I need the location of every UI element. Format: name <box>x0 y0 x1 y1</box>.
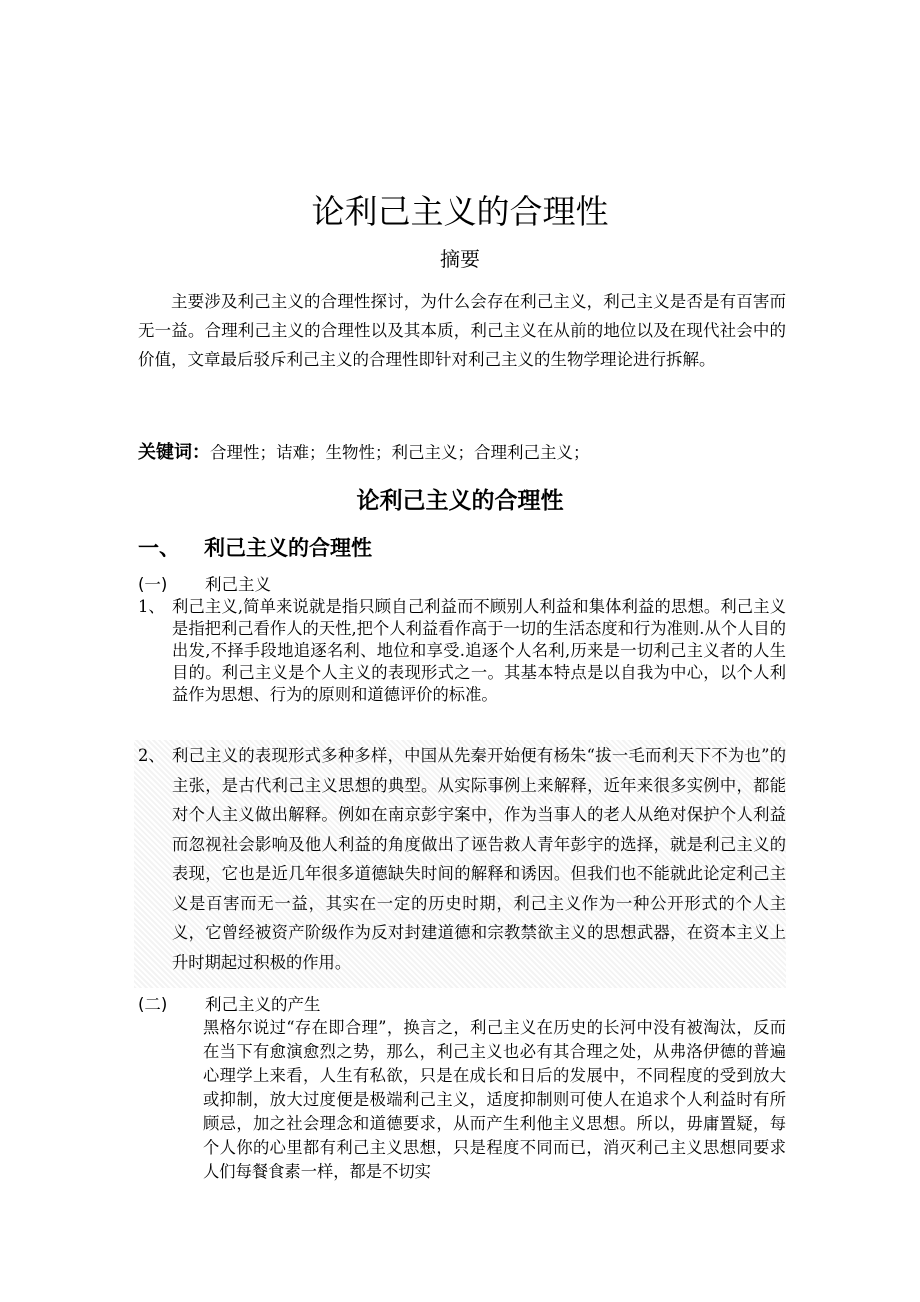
subsection-number: (一) <box>138 575 168 594</box>
subsection-title: 利己主义 <box>205 575 271 594</box>
subsection-number: (二) <box>138 995 168 1014</box>
body-paragraph: 黑格尔说过“存在即合理”，换言之，利己主义在历史的长河中没有被淘汰，反而在当下有愈演愈烈之势，那么，利己主义也必有其合理之处，从弗洛伊德的普遍心理学上来看，人生有私欲，只是在成长和日后的发展中，不同程度的受到放大或抑制，放大过度便是极端利己主义，适度抑制则可使人在追求个人利益时有所顾忌，加之社会理念和道德要求，从而产生利他主义思想。所以，毋庸置疑，每个人你的心里都有利己主义思想，只是程度不同而已，消灭利己主义思想同要求人们每餐食素一样，都是不切实 <box>203 1018 786 1181</box>
list-item-text: 利己主义,简单来说就是指只顾自己利益而不顾别人利益和集体利益的思想。利己主义是指把利己看作人的天性,把个人利益看作高于一切的生活态度和行为准则.从个人目的出发,不择手段地追逐名利、地位和享受.追逐个人名利,历来是一切利己主义者的人生目的。利己主义是个人主义的表现形式之一。其基本特点是以自我为中心，以个人利益作为思想、行为的原则和道德评价的标准。 <box>172 597 786 704</box>
list-item-number: 2、 <box>138 746 165 765</box>
document-title: 论利己主义的合理性 <box>311 192 609 231</box>
main-heading: 论利己主义的合理性 <box>356 488 564 514</box>
section-title: 利己主义的合理性 <box>204 536 372 560</box>
section-heading <box>138 532 372 562</box>
list-item-2 <box>138 741 786 977</box>
list-item-1 <box>138 596 786 706</box>
subsection-heading-2 <box>138 991 321 1015</box>
subsection-title: 利己主义的产生 <box>205 995 321 1014</box>
keywords-line <box>138 438 590 464</box>
keywords-label: 关键词： <box>138 442 210 463</box>
abstract-heading: 摘要 <box>440 247 480 271</box>
list-item-text: 利己主义的表现形式多种多样，中国从先秦开始便有杨朱“拔一毛而利天下不为也”的主张，是古代利己主义思想的典型。从实际事例上来解释，近年来很多实例中，都能对个人主义做出解释。例如在南京彭宇案中，作为当事人的老人从绝对保护个人利益而忽视社会影响及他人利益的角度做出了诬告救人青年彭宇的选择，就是利己主义的表现，它也是近几年很多道德缺失时间的解释和诱因。但我们也不能就此论定利己主义是百害而无一益，其实在一定的历史时期，利己主义作为一种公开形式的个人主义，它曾经被资产阶级作为反对封建道德和宗教禁欲主义的思想武器，在资本主义上升时期起过积极的作用。 <box>172 746 786 972</box>
abstract-body: 主要涉及利己主义的合理性探讨，为什么会存在利己主义，利己主义是否是有百害而无一益。合理利己主义的合理性以及其本质，利己主义在从前的地位以及在现代社会中的价值，文章最后驳斥利己主义的合理性即针对利己主义的生物学理论进行拆解。 <box>138 292 786 369</box>
subsection-heading-1 <box>138 571 271 595</box>
keywords-text: 合理性；诘难；生物性；利己主义；合理利己主义； <box>210 443 590 462</box>
list-item-number: 1、 <box>138 597 165 616</box>
section-number: 一、 <box>138 536 180 560</box>
